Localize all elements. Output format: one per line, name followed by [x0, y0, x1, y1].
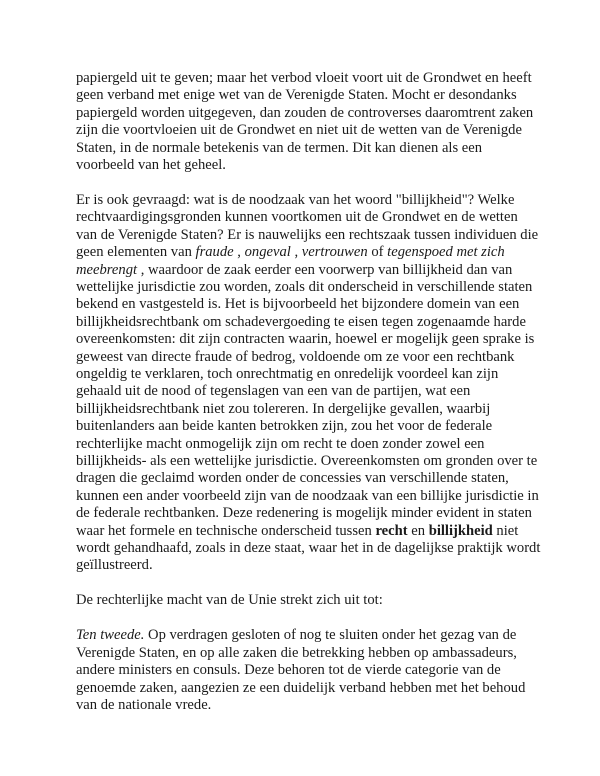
term-ongeval: ongeval — [244, 244, 291, 261]
term-vertrouwen: vertrouwen — [301, 244, 368, 261]
paragraph-4-body: Op verdragen gesloten of nog te sluiten onder het gezag van de Verenigde Staten, en op alle zaken die betrekking hebben op ambassadeurs, andere ministers en consuls. Deze behoren tot de vierde categorie van de genoemde zaken, aangezien ze een duidelijk verband hebben met het behoud van de nationale vrede. — [76, 627, 526, 713]
term-tegenspoed: tegenspoed met zich meebrengt — [76, 244, 505, 278]
paragraph-3: De rechterlijke macht van de Unie strekt zich uit tot: — [76, 592, 383, 609]
separator-3: of — [367, 244, 388, 261]
term-fraude: fraude — [195, 244, 234, 261]
separator-2: , — [290, 244, 302, 261]
term-billijkheid: billijkheid — [428, 522, 493, 539]
term-recht: recht — [375, 522, 408, 539]
document-page — [76, 70, 542, 714]
conjunction-en: en — [407, 522, 429, 539]
separator-1: , — [233, 244, 245, 261]
paragraph-2 — [76, 192, 542, 575]
paragraph-2-text-1: Er is ook gevraagd: wat is de noodzaak van het woord "billijkheid"? Welke rechtvaardigingsgronden kunnen voortkomen uit de Grondwet en de wetten van de Verenigde Staten? Er is nauwelijks een rechtszaak tussen individuen die geen elementen van — [76, 191, 539, 261]
paragraph-4 — [76, 627, 542, 714]
paragraph-1: papiergeld uit te geven; maar het verbod vloeit voort uit de Grondwet en heeft geen verband met enige wet van de Verenigde Staten. Mocht er desondanks papiergeld worden uitgegeven, dan zouden de controverses daaromtrent zaken zijn die voortvloeien uit de Grondwet en niet uit de wetten van de Verenigde Staten, in de normale betekenis van de termen. Dit kan dienen als een voorbeeld van het geheel. — [76, 70, 534, 174]
paragraph-2-text-2: , waardoor de zaak eerder een voorwerp van billijkheid dan van wettelijke jurisdictie zou worden, zoals dit onderscheid in verschillende staten bekend en vastgesteld is. Het is bijvoorbeeld het bijzondere domein van een billijkheidsrechtbank om schadevergoeding te eisen tegen zogenaamde harde overeenkomsten: dit zijn contracten waarin, hoewel er mogelijk geen sprake is geweest van directe fraude of bedrog, voldoende om ze voor een rechtbank ongeldig te verklaren, toch onrechtmatig en onredelijk voordeel kan zijn gehaald uit de nood of tegenslagen van een van de partijen, wat een billijkheidsrechtbank niet zou tolereren. In dergelijke gevallen, waarbij buitenlanders aan beide kanten betrokken zijn, zou het voor de federale rechterlijke macht onmogelijk zijn om recht te doen zonder zowel een billijkheids- als een wettelijke jurisdictie. Overeenkomsten om gronden over te dragen die geclaimd worden onder de concessies van verschillende staten, kunnen een ander voorbeeld zijn van de noodzaak van een billijke jurisdictie in de federale rechtbanken. Deze redenering is mogelijk minder evident in staten waar het formele en technische onderscheid tussen — [76, 261, 539, 539]
paragraph-2-text-3: niet wordt gehandhaafd, zoals in deze staat, waar het in de dagelijkse praktijk wordt geïllustreerd. — [76, 522, 541, 574]
paragraph-4-lead: Ten tweede. — [76, 627, 145, 644]
